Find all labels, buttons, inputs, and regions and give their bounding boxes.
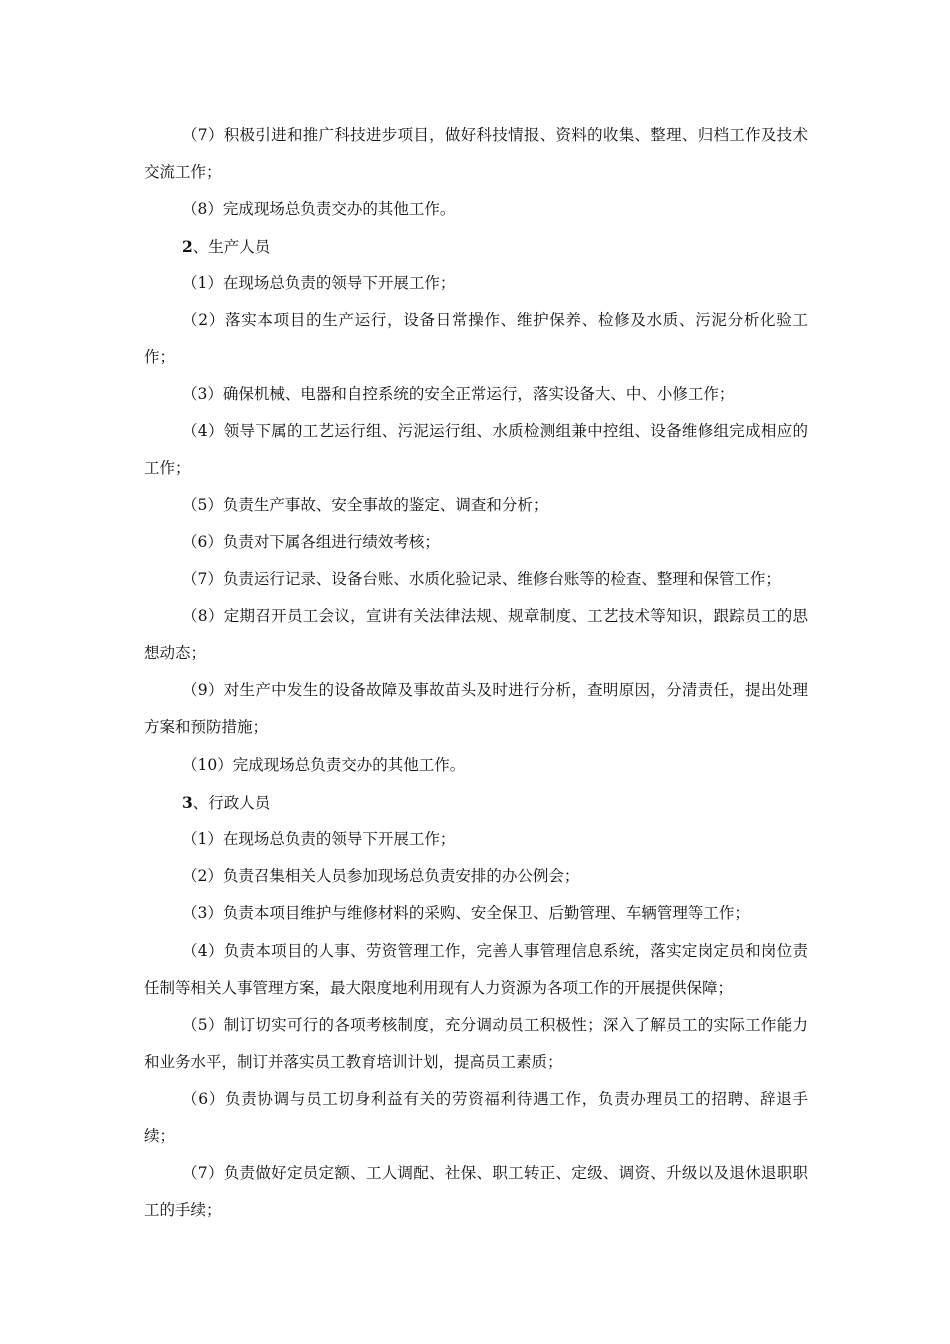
paragraph: （6）负责协调与员工切身利益有关的劳资福利待遇工作，负责办理员工的招聘、辞退手续； [144,1090,808,1145]
section-heading-number: 3 [182,793,193,812]
paragraph: （4）负责本项目的人事、劳资管理工作，完善人事管理信息系统，落实定岗定员和岗位责任制等相关人事管理方案，最大限度地利用现有人力资源为各项工作的开展提供保障； [144,942,808,997]
paragraph: （8）完成现场总负责交办的其他工作。 [182,200,456,218]
paragraph: （3）负责本项目维护与维修材料的采购、安全保卫、后勤管理、车辆管理等工作； [182,904,750,922]
paragraph: （7）负责运行记录、设备台账、水质化验记录、维修台账等的检查、整理和保管工作； [182,570,781,588]
paragraph: （7）负责做好定员定额、工人调配、社保、职工转正、定级、调资、升级以及退休退职职工的手续； [144,1164,808,1219]
paragraph: （9）对生产中发生的设备故障及事故苗头及时进行分析，查明原因，分清责任，提出处理方案和预防措施； [144,681,808,736]
paragraph: （6）负责对下属各组进行绩效考核； [182,533,440,551]
paragraph: （5）负责生产事故、安全事故的鉴定、调查和分析； [182,496,549,514]
paragraph: （7）积极引进和推广科技进步项目，做好科技情报、资料的收集、整理、归档工作及技术交流工作； [144,126,808,181]
section-heading [144,228,808,266]
section-heading [144,784,808,822]
paragraph: （1）在现场总负责的领导下开展工作； [182,274,456,292]
paragraph: （8）定期召开员工会议，宣讲有关法律法规、规章制度、工艺技术等知识，跟踪员工的思想动态； [144,607,808,662]
paragraph: （2）负责召集相关人员参加现场总负责安排的办公例会； [182,867,580,885]
section-heading-title: 、行政人员 [192,794,271,812]
paragraph: （10）完成现场总负责交办的其他工作。 [182,756,466,774]
paragraph: （3）确保机械、电器和自控系统的安全正常运行，落实设备大、中、小修工作； [182,385,735,403]
paragraph: （1）在现场总负责的领导下开展工作； [182,830,456,848]
section-heading-title: 、生产人员 [192,238,271,256]
paragraph: （4）领导下属的工艺运行组、污泥运行组、水质检测组兼中控组、设备维修组完成相应的工作； [144,422,808,477]
section-heading-number: 2 [182,237,193,256]
paragraph: （2）落实本项目的生产运行，设备日常操作、维护保养、检修及水质、污泥分析化验工作； [144,311,808,366]
paragraph: （5）制订切实可行的各项考核制度，充分调动员工积极性；深入了解员工的实际工作能力和业务水平，制订并落实员工教育培训计划，提高员工素质； [144,1016,808,1071]
